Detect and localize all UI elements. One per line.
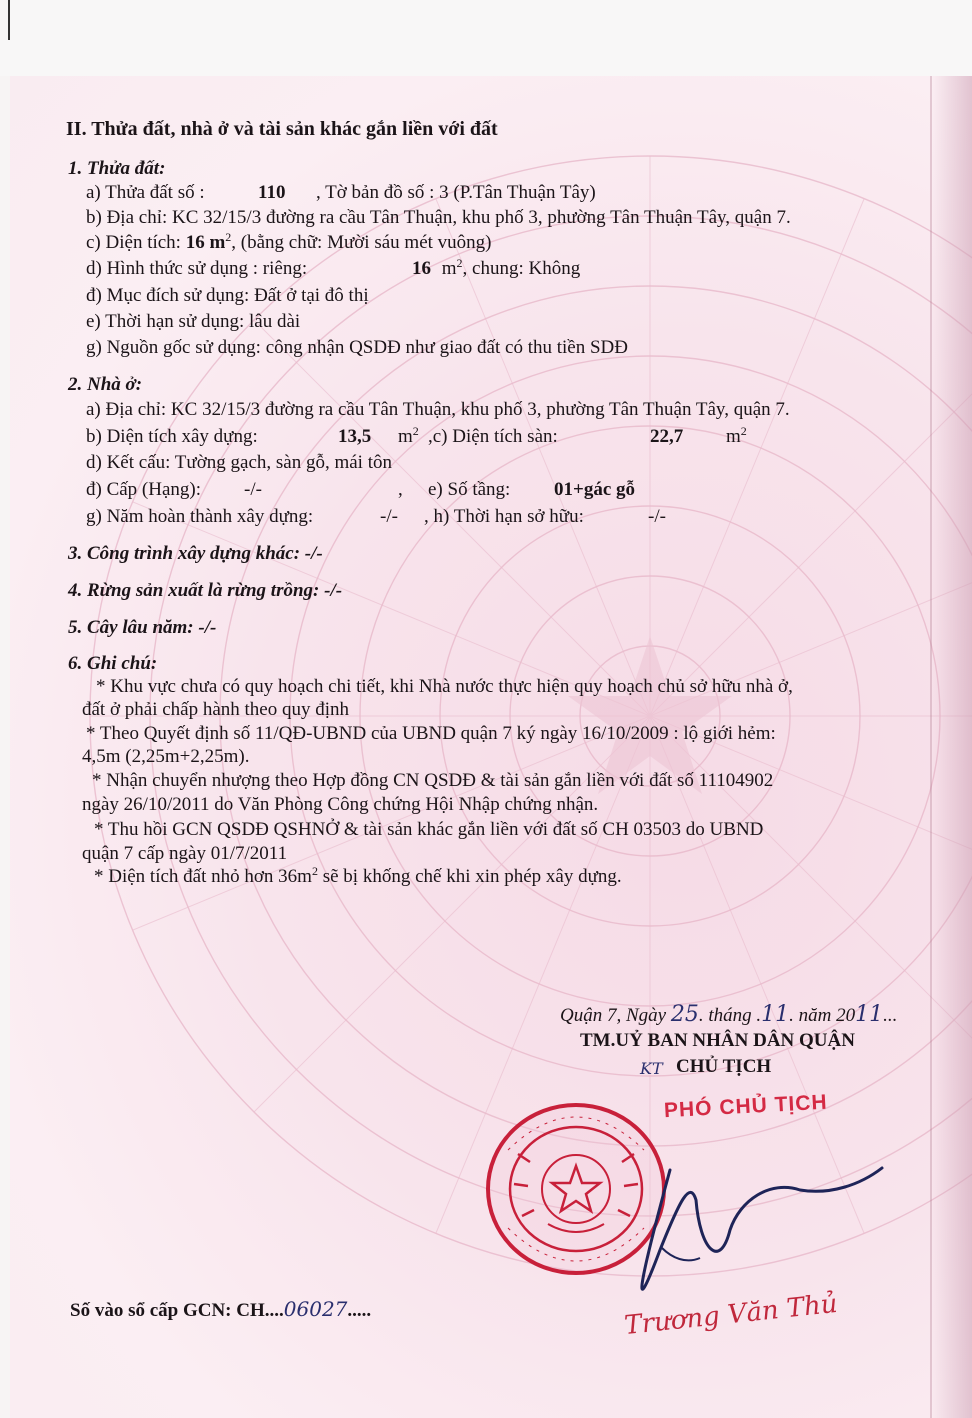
house-floor-area-value: 22,7 <box>650 426 684 447</box>
register-number: 06027 <box>283 1297 348 1321</box>
land-private-sup: 2 <box>456 256 463 270</box>
land-purpose: đ) Mục đích sử dụng: Đất ở tại đô thị <box>86 285 369 306</box>
land-area-words: , (bằng chữ: Mười sáu mét vuông) <box>231 232 492 253</box>
note-last-sup: 2 <box>311 864 318 878</box>
sign-day: 25 <box>670 1002 699 1027</box>
note-line: * Theo Quyết định số 11/QĐ-UBND của UBND quận 7 ký ngày 16/10/2009 : lộ giới hẻm: <box>86 723 776 744</box>
house-build-area-unit: m <box>398 426 413 447</box>
house-floors-value: 01+gác gỗ <box>554 479 636 500</box>
sign-place: Quận 7, Ngày <box>560 1005 667 1026</box>
sign-title: CHỦ TỊCH <box>676 1056 772 1077</box>
register-row <box>70 1298 371 1322</box>
land-parcel-label: a) Thửa đất số : <box>86 182 205 203</box>
note-last-pre: * Diện tích đất nhỏ hơn 36m <box>94 866 312 887</box>
house-floor-area-unit: m <box>726 426 741 447</box>
sign-month-label: . tháng . <box>698 1005 762 1026</box>
land-area-label: c) Diện tích: <box>86 232 181 253</box>
register-label: Số vào sổ cấp GCN: CH <box>70 1300 265 1321</box>
sign-kt: KT <box>640 1059 663 1078</box>
land-heading: 1. Thửa đất: <box>68 158 166 179</box>
land-area-row <box>86 232 491 254</box>
register-tail: ..... <box>347 1300 372 1321</box>
register-dots: .... <box>264 1300 284 1321</box>
other-construction: 3. Công trình xây dựng khác: -/- <box>68 543 323 564</box>
land-use-form-label: d) Hình thức sử dụng : riêng: <box>86 258 308 279</box>
note-line: * Khu vực chưa có quy hoạch chi tiết, khi Nhà nước thực hiện quy hoạch chủ sở hữu nhà ở, <box>96 676 793 697</box>
perennial-trees: 5. Cây lâu năm: -/- <box>68 617 217 638</box>
land-origin: g) Nguồn gốc sử dụng: công nhận QSDĐ như giao đất có thu tiền SDĐ <box>86 337 628 358</box>
house-heading: 2. Nhà ở: <box>68 374 143 395</box>
sign-year-label: . năm 20 <box>789 1005 856 1026</box>
land-private-unit: m <box>441 258 457 279</box>
sign-month: 11 <box>761 1002 790 1027</box>
land-use-form-row <box>412 258 580 280</box>
land-private-area: 16 <box>412 258 431 279</box>
forest: 4. Rừng sản xuất là rừng trồng: -/- <box>68 580 343 601</box>
house-floors-label: e) Số tầng: <box>428 479 511 500</box>
land-common: , chung: Không <box>462 258 581 279</box>
note-line: * Nhận chuyển nhượng theo Hợp đồng CN QSDĐ & tài sản gắn liền với đất số 11104902 <box>92 770 774 791</box>
land-map-sheet: , Tờ bản đồ số : 3 (P.Tân Thuận Tây) <box>316 182 596 203</box>
sign-org: TM.UỶ BAN NHÂN DÂN QUẬN <box>580 1030 855 1051</box>
house-ownership-value: -/- <box>648 506 666 527</box>
note-line: quận 7 cấp ngày 01/7/2011 <box>82 843 288 864</box>
house-comma: , <box>398 479 403 500</box>
signer-name: Trương Văn Thủ <box>623 1288 839 1342</box>
land-term: e) Thời hạn sử dụng: lâu dài <box>86 311 301 332</box>
house-year-value: -/- <box>380 506 398 527</box>
note-line: 4,5m (2,25m+2,25m). <box>82 746 250 767</box>
house-structure: d) Kết cấu: Tường gạch, sàn gỗ, mái tôn <box>86 452 392 473</box>
house-address: a) Địa chỉ: KC 32/15/3 đường ra cầu Tân Thuận, khu phố 3, phường Tân Thuận Tây, quận 7. <box>86 399 790 420</box>
section-title: II. Thửa đất, nhà ở và tài sản khác gắn liền với đất <box>66 118 498 140</box>
house-floor-area-unit-row <box>726 426 747 448</box>
land-area-value: 16 m <box>185 232 226 253</box>
land-area-sup: 2 <box>225 230 232 244</box>
house-build-area-label: b) Diện tích xây dựng: <box>86 426 258 447</box>
house-build-area-sup: 2 <box>412 424 419 438</box>
house-year-label: g) Năm hoàn thành xây dựng: <box>86 506 314 527</box>
land-parcel-number: 110 <box>258 182 286 203</box>
note-line: đất ở phải chấp hành theo quy định <box>82 699 350 720</box>
deputy-title-stamp: PHÓ CHỦ TỊCH <box>663 1090 829 1123</box>
land-address: b) Địa chỉ: KC 32/15/3 đường ra cầu Tân Thuận, khu phố 3, phường Tân Thuận Tây, quận 7. <box>86 207 791 228</box>
note-last-post: sẽ bị khống chế khi xin phép xây dựng. <box>317 866 622 887</box>
house-grade-label: đ) Cấp (Hạng): <box>86 479 202 500</box>
house-build-area-unit-row <box>398 426 419 448</box>
house-grade-value: -/- <box>244 479 262 500</box>
sign-date <box>560 1004 897 1027</box>
house-build-area-value: 13,5 <box>338 426 372 447</box>
house-floor-area-sup: 2 <box>740 424 747 438</box>
note-line: * Thu hồi GCN QSDĐ QSHNỞ & tài sản khác gắn liền với đất số CH 03503 do UBND <box>94 819 764 840</box>
note-line: ngày 26/10/2011 do Văn Phòng Công chứng Hội Nhập chứng nhận. <box>82 794 599 815</box>
notes-heading: 6. Ghi chú: <box>68 653 158 674</box>
sign-year: 11 <box>855 1002 884 1027</box>
house-ownership-label: , h) Thời hạn sở hữu: <box>424 506 584 527</box>
house-floor-area-label: ,c) Diện tích sàn: <box>428 426 558 447</box>
note-last-line <box>94 866 622 888</box>
sign-year-tail: ... <box>883 1005 898 1026</box>
